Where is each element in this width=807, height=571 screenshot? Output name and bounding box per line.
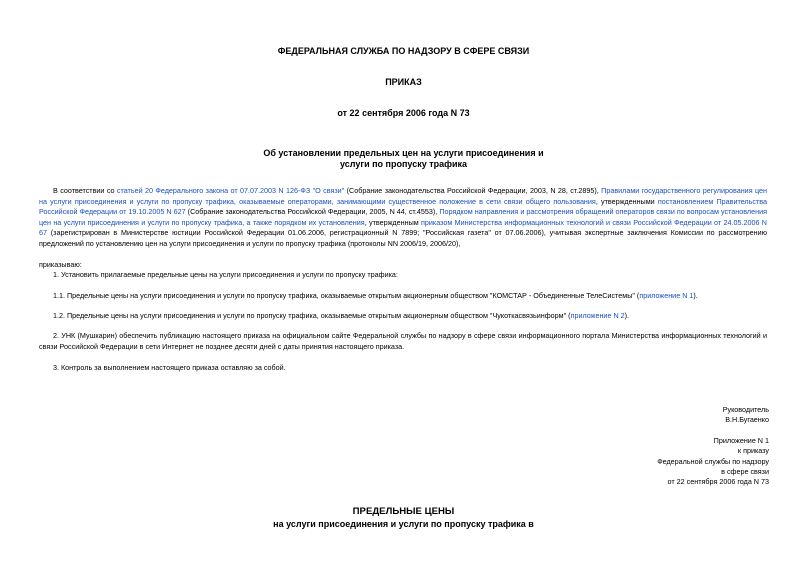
appendix-title-1: ПРЕДЕЛЬНЫЕ ЦЕНЫ	[352, 506, 455, 517]
preamble-text: (Собрание законодательства Российской Федерации, 2005, N 44, ст.4553),	[185, 207, 440, 216]
item-1-1	[53, 291, 698, 301]
item-1-2	[53, 311, 629, 321]
appendix-line-3: Федеральной службы по надзору	[657, 456, 769, 466]
item-1: 1. Установить прилагаемые предельные цены на услуги присоединения и услуги по пропуску трафика:	[53, 270, 398, 279]
preamble-text: , утвержденными	[595, 196, 658, 206]
appendix-line-5: от 22 сентября 2006 года N 73	[667, 477, 769, 487]
item-3: 3. Контроль за выполнением настоящего приказа оставляю за собой.	[53, 363, 286, 372]
doc-date: от 22 сентября 2006 года N 73	[337, 108, 470, 118]
preamble-text: , утвержденным	[364, 217, 422, 227]
appendix-2-link[interactable]: приложение N 2	[570, 311, 625, 320]
appendix-header	[657, 436, 769, 487]
ministry-order-link[interactable]: приказом Министерства информационных технологий и связи Российской Федерации от 24.05.2006 N 67	[39, 217, 767, 237]
agency-heading: ФЕДЕРАЛЬНАЯ СЛУЖБА ПО НАДЗОРУ В СФЕРЕ СВЯЗИ	[277, 46, 530, 56]
appendix-line-1: Приложение N 1	[713, 436, 769, 445]
preamble-paragraph	[39, 186, 767, 249]
rules-link[interactable]: Правилами государственного регулирования цен на услуги присоединения и услуги по пропуску трафика, оказываемые операторами, занимающими существенное положение в сети связи общего пользования	[39, 186, 767, 206]
item-2: 2. УНК (Мушкарин) обеспечить публикацию настоящего приказа на официальном сайте Федеральной службы по надзору в сфере связи информационного портала Министерства информационных технологий и связи Российской Федерации в сети Интернет не позднее десяти дней с даты принятия настоящего приказа.	[39, 331, 767, 351]
appendix-line-2: к приказу	[737, 446, 769, 456]
doc-type-heading: ПРИКАЗ	[385, 77, 422, 87]
procedure-link[interactable]: Порядком направления и рассмотрения обращений операторов связи по вопросам установления цен на услуги присоединения и услуги по пропуску трафика, а также порядком их установления	[39, 207, 767, 227]
signature-role: Руководитель	[722, 405, 769, 414]
prikazyvayu-label: приказываю:	[39, 260, 82, 269]
appendix-line-4: в сфере связи	[721, 466, 769, 476]
item-1-1-text: 1.1. Предельные цены на услуги присоединения и услуги по пропуску трафика, оказываемые открытым акционерным обществом "КОМСТАР - Объединенные ТелеСистемы" (	[53, 291, 640, 300]
appendix-title-2: на услуги присоединения и услуги по пропуску трафика в	[273, 519, 534, 529]
preamble-text: В соответствии со	[53, 186, 117, 195]
appendix-1-link[interactable]: приложение N 1	[639, 291, 694, 300]
law-link[interactable]: статьей 20 Федерального закона от 07.07.2003 N 126-ФЗ "О связи"	[116, 186, 345, 195]
decree-link[interactable]: постановлением Правительства Российской Федерации от 19.10.2005 N 627	[39, 196, 767, 216]
doc-title-line2: услуги по пропуску трафика	[339, 159, 468, 169]
item-1-2-text: 1.2. Предельные цены на услуги присоединения и услуги по пропуску трафика, оказываемые открытым акционерным обществом "Чукоткасвязьинформ" (	[53, 311, 571, 320]
preamble-text: (зарегистрирован в Министерстве юстиции Российской Федерации 01.06.2006, регистрационный N 7899; "Российская газета" от 07.06.2006), учитывая экспертные заключения Комиссии по рассмотрению предложений по установлению цен на услуги присоединения и услуги по пропуску трафика (протоколы NN 2006/19, 2006/20),	[39, 228, 767, 248]
signature-block	[723, 405, 769, 426]
item-1-2-end: ).	[624, 311, 630, 320]
signature-name: В.Н.Бугаенко	[725, 415, 769, 425]
doc-title-line1: Об установлении предельных цен на услуги присоединения и	[263, 148, 544, 158]
preamble-text: (Собрание законодательства Российской Федерации, 2003, N 28, ст.2895),	[344, 186, 602, 195]
item-1-1-end: ).	[693, 291, 698, 300]
